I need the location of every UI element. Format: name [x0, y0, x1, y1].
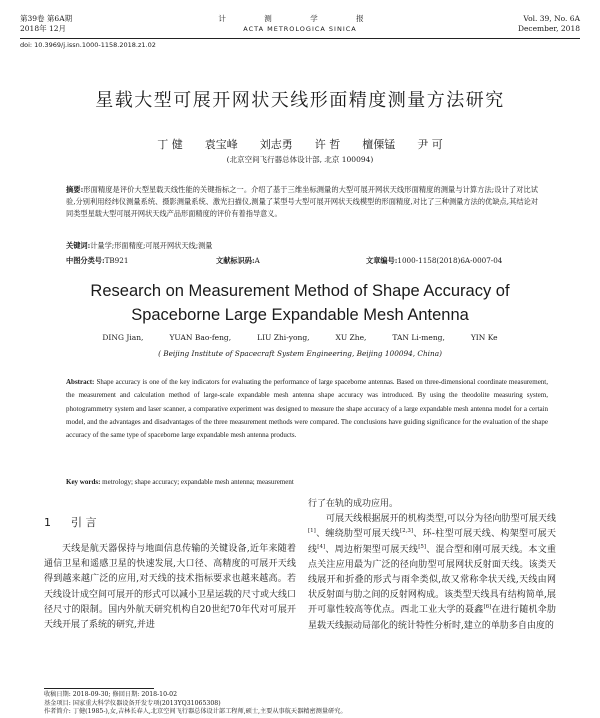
author: 檀傈锰: [362, 138, 396, 151]
abstract-label: Abstract:: [66, 378, 95, 386]
english-keywords: Key words: metrology; shape accuracy; expandable mesh antenna; measurement: [66, 478, 294, 486]
right-column: [308, 497, 556, 634]
section-heading: 1 引 言: [44, 516, 97, 529]
citation[interactable]: [1]: [308, 528, 316, 535]
author: YIN Ke: [470, 333, 498, 342]
paragraph-continuation: 行了在轨的成功应用。: [308, 499, 399, 509]
journal-name: 计 测 学 报 ACTA METROLOGICA SINICA: [218, 14, 382, 33]
citation[interactable]: [5]: [418, 543, 427, 550]
chinese-title: 星载大型可展开网状天线形面精度测量方法研究: [95, 90, 505, 111]
doi[interactable]: doi: 10.3969/j.issn.1000-1158.2018.z1.02: [20, 41, 156, 49]
doc-code: A: [254, 256, 260, 265]
author: 刘志勇: [259, 138, 293, 151]
chinese-keywords: 关键词:计量学;形面精度;可展开网状天线;测量: [66, 241, 213, 250]
author: 丁 健: [157, 138, 183, 151]
citation[interactable]: [2,3]: [399, 528, 413, 535]
paragraph: 可展天线根据展开的机构类型,可以分为径向肋型可展天线[1]、缠绕肋型可展天线[2,3]、环-柱型可展天线、构架型可展天线[4]、周边桁架型可展天线[5]、混合型和刚可展天线。本文重点关注应用最为广泛的径向肋型可展网状反射面天线。该类天线展开和折叠的形式与雨伞类似,故又常称伞状天线,天线由网状反射面与肋之间的反射网构成。该类型天线具有结构简单,展开可靠性较高等优点。西北工业大学的聂鑫[6]在进行随机伞肋星载天线振动局部化的统计特性分析时,建立的单肋多自由度的: [308, 514, 556, 631]
footnote: 收稿日期: 2018-09-30; 修回日期: 2018-10-02 基金项目: 国家重大科学仪器设备开发专项(2013YQ31065308) 作者简介: 丁健(1985-),女,吉林长春人,北京空间飞行器总体设计部工程师,硕士,主要从事航天器精密测量研究。: [44, 691, 347, 716]
author: DING Jian,: [102, 333, 144, 342]
citation[interactable]: [4]: [317, 543, 326, 550]
english-authors: [0, 333, 600, 342]
paragraph: 天线是航天器保持与地面信息传输的关键设备,近年来随着通信卫星和遥感卫星的快速发展,大口径、高精度的可展开天线得到越来越广泛的应用,对天线的技术指标要求也越来越高。若天线设计成空间可展开的形式可以减小卫星运载的尺寸或大线口径尺寸的限制。国内外航天研究机构自20世纪70年代对可展开天线开展了系统的研究,并进: [44, 544, 297, 631]
clc-code: TB921: [104, 256, 129, 265]
author: 袁宝峰: [204, 138, 238, 151]
citation[interactable]: [6]: [483, 604, 492, 611]
author: 尹 可: [417, 138, 443, 151]
english-abstract: [66, 376, 548, 442]
header-issue: 第39卷 第6A期 2018年 12月: [20, 14, 73, 33]
author: XU Zhe,: [335, 333, 367, 342]
article-number: 1000-1158(2018)6A-0007-04: [397, 256, 503, 265]
author: YUAN Bao-feng,: [169, 333, 232, 342]
author: LIU Zhi-yong,: [257, 333, 310, 342]
english-title: Research on Measurement Method of Shape Accuracy of Spaceborne Large Expandable Mesh Antenna: [90, 282, 510, 324]
chinese-authors: [0, 136, 600, 152]
footnote-rule: [44, 688, 154, 689]
abstract-label: 摘要:: [66, 185, 84, 194]
english-affiliation: ( Beijing Institute of Spacecraft System Engineering, Beijing 100094, China): [158, 349, 442, 358]
abstract-text: Shape accuracy is one of the key indicators for evaluating the performance of large spaceborne antennas. Based on three-dimensional coordinate measurement, the measurement and calculation method of large-scale expandable mesh antenna shape accuracy was introduced. By using the theodolite measuring system, photogrammetry system and laser scanner, a comparative experiment was designed to measure the shape accuracy of a large expandable mesh antenna model for a certain model, and the advantages and disadvantages of the three measurement methods were compared. The conclusions have guiding significance for the evaluation of the shape accuracy of the same type of spaceborne large expandable mesh antenna products.: [66, 378, 549, 440]
chinese-affiliation: (北京空间飞行器总体设计部, 北京 100094): [226, 155, 374, 164]
header-volume: Vol. 39, No. 6A December, 2018: [517, 14, 580, 33]
author: 许 哲: [314, 138, 341, 151]
header-rule: [20, 38, 580, 39]
classification-line: 中图分类号:TB921 文献标识码:A 文章编号:1000-1158(2018)6A-0007-04: [66, 256, 503, 265]
chinese-abstract: [66, 184, 538, 220]
author: TAN Li-meng,: [392, 333, 445, 342]
abstract-text: 形面精度是评价大型星载天线性能的关键指标之一。介绍了基于三维坐标测量的大型可展开网状天线形面精度的测量与计算方法;设计了对比试验,分别利用经纬仪测量系统、摄影测量系统、激光扫描仪,测量了某型号大型可展开网状天线模型的形面精度,对比了三种测量方法的优缺点,其结论对同类型星载大型可展开网状天线产品形面精度的评价有着指导意义。: [66, 185, 538, 218]
left-column: [44, 542, 296, 633]
